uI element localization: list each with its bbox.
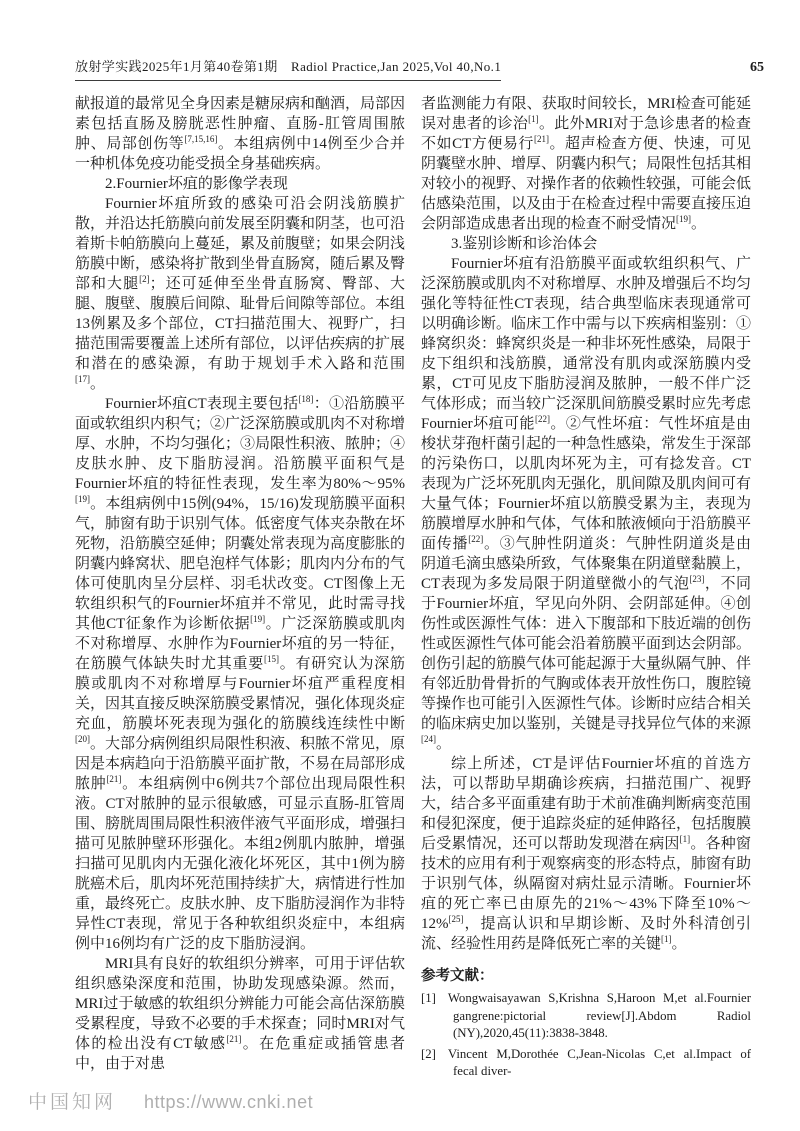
paragraph: Fournier坏疽有沿筋膜平面或软组织积气、广泛深筋膜或肌肉不对称增厚、水肿及增强后不均匀强化等特征性CT表现，结合典型临床表现通常可以明确诊断。临床工作中需与以下疾病相鉴别：①蜂窝织炎：蜂窝织炎是一种非坏死性感染，局限于皮下组织和浅筋膜，通常没有肌肉或深筋膜内受累，CT可见皮下脂肪浸润及脓肿，一般不伴广泛气体形成；而当较广泛深肌间筋膜受累时应先考虑Fournier坏疽可能[22]。②气性坏疽：气性坏疽是由梭状芽孢杆菌引起的一种急性感染，常发生于深部的污染伤口，以肌肉坏死为主，可有捻发音。CT表现为广泛坏死肌肉无强化，肌间隙及肌肉间可有大量气体；Fournier坏疽以筋膜受累为主，表现为筋膜增厚水肿和气体，气体和脓液倾向于沿筋膜平面传播[22]。③气肿性阴道炎：气肿性阴道炎是由阴道毛滴虫感染所致，气体聚集在阴道壁黏膜上，CT表现为多发局限于阴道壁微小的气泡[23]，不同于Fournier坏疽，罕见向外阴、会阴部延伸。④创伤性或医源性气体：进入下腹部和下肢近端的创伤性或医源性气体可能会沿着筋膜平面到达会阴部。创伤引起的筋膜气体可能起源于大量纵隔气肿、伴有邻近肋骨骨折的气胸或体表开放性伤口，腹腔镜等操作也可能引入医源性气体。诊断时应结合相关的临床病史加以鉴别，关键是寻找异位气体的来源[24]。 [421, 256, 752, 752]
paragraph: MRI具有良好的软组织分辨率，可用于评估软组织感染深度和范围，协助发现感染源。然而，MRI过于敏感的软组织分辨能力可能会高估深筋膜受累程度，导致不必要的手术探查；同时MRI对气体的检出没有CT敏感[21]。在危重症或插管患者中，由于对患 [75, 956, 405, 1072]
reference-label: [2] [421, 1046, 436, 1061]
page-number: 65 [750, 60, 764, 75]
paragraph: 2.Fournier坏疽的影像学表现 [105, 176, 288, 192]
reference-item [421, 990, 751, 1043]
reference-item [421, 1046, 751, 1081]
article-body [75, 94, 751, 1081]
paragraph: Fournier坏疽CT表现主要包括[18]：①沿筋膜平面或软组织内积气；②广泛深筋膜或肌肉不对称增厚、水肿，不均匀强化；③局限性积液、脓肿；④皮肤水肿、皮下脂肪浸润。沿筋膜平面积气是Fournier坏疽的特征性表现，发生率为80%～95%[19]。本组病例中15例(94%，15/16)发现筋膜平面积气，肺窗有助于识别气体。低密度气体夹杂散在坏死物，沿筋膜空延伸；阴囊处常表现为高度膨胀的阴囊内蜂窝状、肥皂泡样气体影；肌肉内分布的气体可使肌肉呈分层样、羽毛状改变。CT图像上无软组织积气的Fournier坏疽并不常见，此时需寻找其他CT征象作为诊断依据[19]。广泛深筋膜或肌肉不对称增厚、水肿作为Fournier坏疽的另一特征，在筋膜气体缺失时尤其重要[15]。有研究认为深筋膜或肌肉不对称增厚与Fournier坏疽严重程度相关，因其直接反映深筋膜受累情况，强化体现炎症充血，筋膜坏死表现为强化的筋膜线连续性中断[20]。大部分病例组织局限性积液、积脓不常见，原因是本病趋向于沿筋膜平面扩散，不易在局部形成脓肿[21]。本组病例中6例共7个部位出现局限性积液。CT对脓肿的显示很敏感，可显示直肠-肛管周围、膀胱周围局限性积液伴液气平面形成，增强扫描可见脓肿壁环形强化。本组2例肌内脓肿，增强扫描可见肌肉内无强化液化坏死区，其中1例为膀胱癌术后，肌肉坏死范围持续扩大，病情进行性加重，最终死亡。皮肤水肿、皮下脂肪浸润作为非特异性CT表现，常见于各种软组织炎症中，本组病例中16例均有广泛的皮下脂肪浸润。 [75, 394, 406, 952]
reference-text: Vincent M,Dorothée C,Jean-Nicolas C,et al.Impact of fecal diver- [447, 1046, 751, 1079]
paragraph: 3.鉴别诊断和诊治体会 [451, 236, 598, 252]
journal-running-head: 放射学实践2025年1月第40卷第1期 Radiol Practice,Jan 2025,Vol 40,No.1 [75, 56, 501, 81]
right-column [421, 94, 751, 1081]
paragraph: 者监测能力有限、获取时间较长，MRI检查可能延误对患者的诊治[1]。此外MRI对于急诊患者的检查不如CT方便易行[21]。超声检查方便、快速，可见阴囊壁水肿、增厚、阴囊内积气；局限性包括其相对较小的视野、对操作者的依赖性较强，可能会低估感染范围，以及由于在检查过程中需要直接压迫会阴部造成患者出现的检查不耐受情况[19]。 [421, 96, 752, 232]
reference-text: Wongwaisayawan S,Krishna S,Haroon M,et al.Fournier gangrene:pictorial review[J].Abdom Radiol (NY),2020,45(11):3838-3848. [447, 991, 751, 1041]
watermark-cnki-url: https://www.cnki.net [144, 1092, 314, 1112]
references-heading: 参考文献： [421, 968, 494, 984]
page-header [75, 56, 764, 81]
paragraph: 综上所述，CT是评估Fournier坏疽的首选方法，可以帮助早期确诊疾病，扫描范围广、视野大，结合多平面重建有助于术前准确判断病变范围和侵犯深度，便于追踪炎症的延伸路径，包括腹膜后受累情况，还可以帮助发现潜在病因[1]。各种窗技术的应用有利于观察病变的形态特点，肺窗有助于识别气体，纵隔窗对病灶显示清晰。Fournier坏疽的死亡率已由原先的21%～43%下降至10%～12%[25]，提高认识和早期诊断、及时外科清创引流、经验性用药是降低死亡率的关键[1]。 [421, 756, 752, 952]
paragraph: Fournier坏疽所致的感染可沿会阴浅筋膜扩散，并沿达托筋膜向前发展至阴囊和阴茎，也可沿着斯卡帕筋膜向上蔓延，累及前腹壁；如果会阴浅筋膜中断，感染将扩散到坐骨直肠窝，随后累及臀部和大腿[2]；还可延伸至坐骨直肠窝、臀部、大腿、腹壁、腹膜后间隙、耻骨后间隙等部位。本组13例累及多个部位，CT扫描范围大、视野广，扫描范围需要覆盖上述所有部位，以评估疾病的扩展和潜在的感染源，有助于规划手术入路和范围[17]。 [75, 196, 406, 392]
paragraph: 献报道的最常见全身因素是糖尿病和酗酒，局部因素包括直肠及膀胱恶性肿瘤、直肠-肛管周围脓肿、局部创伤等[7,15,16]。本组病例中14例至少合并一种机体免疫功能受损全身基础疾病。 [75, 96, 406, 172]
cnki-watermark [28, 1087, 313, 1114]
reference-label: [1] [421, 991, 436, 1005]
left-column [75, 94, 405, 1081]
watermark-cnki-logo-text: 中国知网 [28, 1092, 117, 1113]
